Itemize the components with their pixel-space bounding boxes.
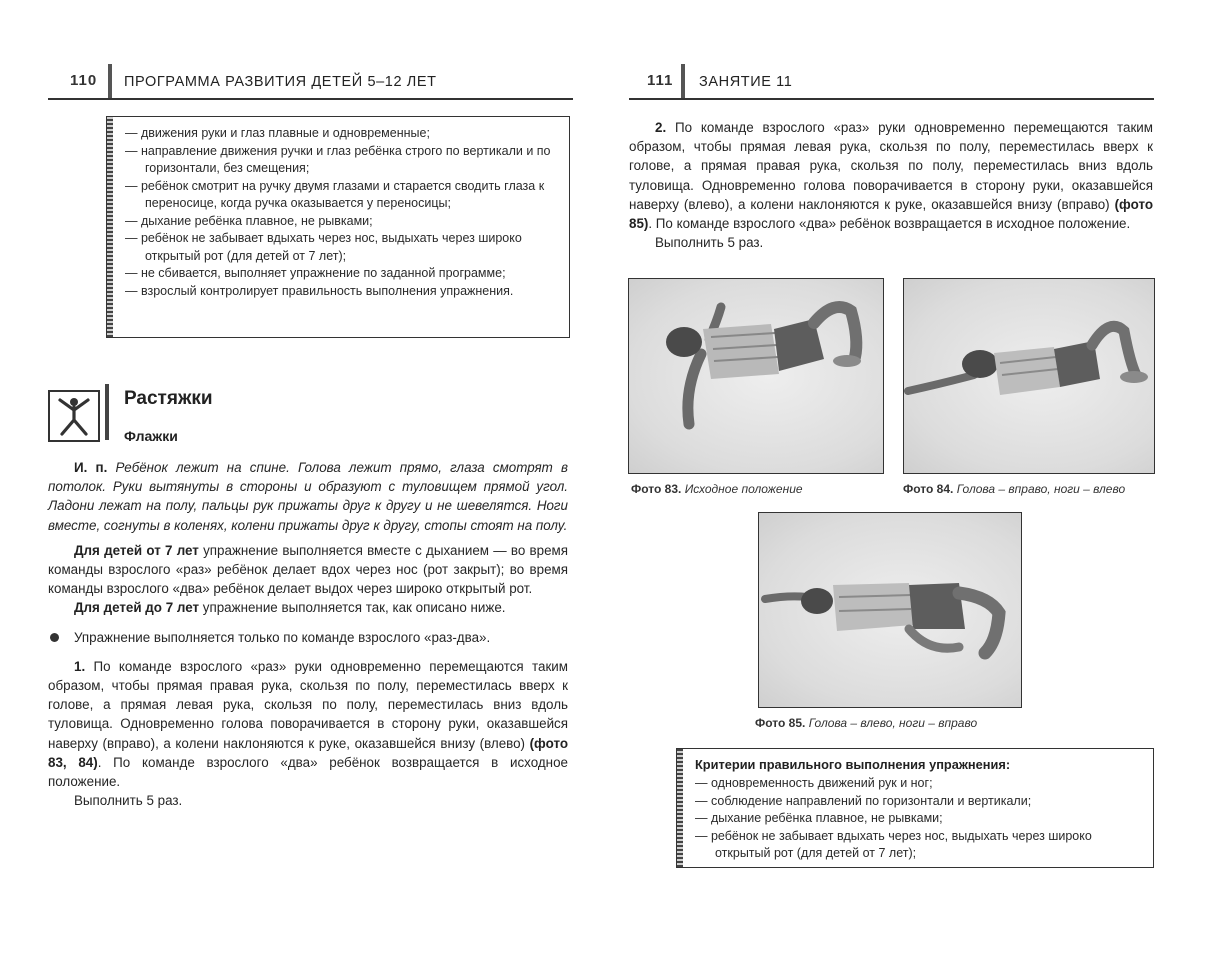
under7-label: Для детей до 7 лет <box>74 600 200 616</box>
right-criteria-box <box>676 748 1154 868</box>
right-running-title: ЗАНЯТИЕ 11 <box>699 74 793 90</box>
step1-text: По команде взрослого «раз» руки одновременно перемещаются таким образом, чтобы прямая правая рука, скользя по полу, переместилась вверх к голове, а прямая левая рука, скользя по полу, переместилась вниз вдоль туловища. Одновременно голова поворачивается в сторону руки, оказавшейся наверху (вправо), а колени наклоняются к руке, оказавшейся внизу (влево) <box>48 658 568 751</box>
step2-tail: . По команде взрослого «два» ребёнок возвращается в исходное положение. <box>648 216 1131 232</box>
child-lying-illustration <box>759 513 1021 707</box>
section-title-bar <box>105 384 109 440</box>
step2-number: 2. <box>655 120 667 135</box>
left-criteria-list <box>125 125 559 300</box>
right-header-rule <box>629 98 1154 100</box>
initial-position-paragraph <box>48 458 568 535</box>
list-item: — движения руки и глаз плавные и одновременные; <box>125 125 559 143</box>
step2-repeat: Выполнить 5 раз. <box>655 235 764 251</box>
step2-photo-ref: (фото 85) <box>629 196 1153 232</box>
photo-84-caption <box>903 482 1125 496</box>
photo-85 <box>758 512 1022 708</box>
left-running-header <box>0 62 607 102</box>
photo-85-caption <box>755 716 977 730</box>
list-item: — ребёнок не забывает вдыхать через нос, выдыхать через широко открытый рот (для детей от 7 лет); <box>695 828 1143 863</box>
list-item: — дыхание ребёнка плавное, не рывками; <box>695 810 1143 828</box>
list-item: — одновременность движений рук и ног; <box>695 775 1143 793</box>
left-criteria-box <box>106 116 570 338</box>
list-item: — не сбивается, выполняет упражнение по заданной программе; <box>125 265 559 283</box>
exercise-title: Флажки <box>124 428 178 444</box>
step1-repeat: Выполнить 5 раз. <box>74 793 183 809</box>
step1-paragraph <box>48 657 568 791</box>
right-page <box>607 0 1214 965</box>
right-header-bar <box>681 64 685 100</box>
under7-text: упражнение выполняется так, как описано ниже. <box>202 600 506 616</box>
photo-83-caption-text: Исходное положение <box>684 482 803 496</box>
section-title: Растяжки <box>124 388 213 409</box>
bullet-paragraph <box>48 628 568 647</box>
photo-83 <box>628 278 884 474</box>
left-body <box>48 458 568 810</box>
right-criteria-list <box>695 775 1143 863</box>
list-item: — взрослый контролирует правильность выполнения упражнения. <box>125 283 559 301</box>
right-body <box>629 118 1153 252</box>
left-page-number: 110 <box>70 72 98 89</box>
list-item: — дыхание ребёнка плавное, не рывками; <box>125 213 559 231</box>
box-stripe <box>107 117 113 337</box>
photo-84 <box>903 278 1155 474</box>
stretching-icon <box>48 390 100 442</box>
left-header-bar <box>108 64 112 100</box>
left-running-title: ПРОГРАММА РАЗВИТИЯ ДЕТЕЙ 5–12 ЛЕТ <box>124 74 437 90</box>
photo-85-label: Фото 85. <box>755 716 806 730</box>
step1-number: 1. <box>74 658 86 674</box>
list-item: — соблюдение направлений по горизонтали и вертикали; <box>695 793 1143 811</box>
child-lying-illustration <box>904 279 1154 473</box>
step1-photo-ref: (фото 83, 84) <box>48 735 568 770</box>
under7-paragraph <box>48 598 568 617</box>
over7-label: Для детей от 7 лет <box>74 542 199 558</box>
right-running-header <box>607 62 1214 102</box>
list-item: — направление движения ручки и глаз ребёнка строго по вертикали и по горизонтали, без смещения; <box>125 143 559 178</box>
photo-84-label: Фото 84. <box>903 482 954 496</box>
box-stripe <box>677 749 683 867</box>
right-page-number: 111 <box>647 72 674 89</box>
photo-83-label: Фото 83. <box>631 482 682 496</box>
list-item: — ребёнок смотрит на ручку двумя глазами и старается сводить глаза к переносице, когда ручка оказывается у переносицы; <box>125 178 559 213</box>
step1-tail: . По команде взрослого «два» ребёнок возвращается в исходное положение. <box>48 754 568 790</box>
child-lying-illustration <box>629 279 883 473</box>
criteria-title: Критерии правильного выполнения упражнения: <box>695 757 1011 772</box>
over7-paragraph <box>48 541 568 599</box>
step2-text: По команде взрослого «раз» руки одновременно перемещаются таким образом, чтобы прямая левая рука, скользя по полу, переместилась вверх к голове, а прямая правая рука, скользя по полу, переместилась вниз вдоль туловища. Одновременно голова поворачивается в сторону руки, оказавшейся наверху (влево), а колени наклоняются к руке, оказавшейся внизу (вправо) <box>629 120 1153 212</box>
list-item: — ребёнок не забывает вдыхать через нос, выдыхать через широко открытый рот (для детей от 7 лет); <box>125 230 559 265</box>
photo-84-caption-text: Голова – вправо, ноги – влево <box>956 482 1126 496</box>
step2-paragraph <box>629 118 1153 233</box>
ip-label: И. п. <box>74 460 108 475</box>
ip-text: Ребёнок лежит на спине. Голова лежит прямо, глаза смотрят в потолок. Руки вытянуты в стороны и образуют с туловищем прямой угол. Ладони лежат на полу, пальцы рук прижаты друг к другу и не шевелятся. Ноги вместе, согнуты в коленях, колени прижаты друг к другу, стопы стоят на полу. <box>48 460 568 533</box>
photo-83-caption <box>631 482 803 496</box>
bullet-text: Упражнение выполняется только по команде взрослого «раз-два». <box>74 629 491 645</box>
over7-text: упражнение выполняется вместе с дыханием — во время команды взрослого «раз» ребёнок делает вдох через нос (рот закрыт); во время команды взрослого «два» ребёнок делает выдох через широко открытый рот. <box>48 542 568 597</box>
left-header-rule <box>48 98 573 100</box>
bullet-dot-icon <box>50 633 59 642</box>
stretching-figure-icon <box>50 392 98 440</box>
photo-85-caption-text: Голова – влево, ноги – вправо <box>808 716 978 730</box>
